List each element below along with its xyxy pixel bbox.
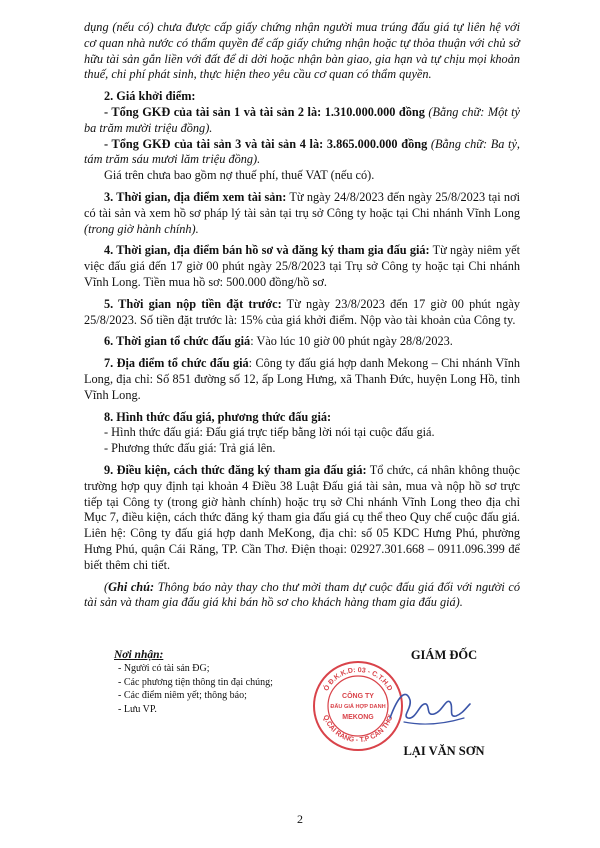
section-4 xyxy=(84,243,520,290)
section-8-line-1: - Hình thức đấu giá: Đấu giá trực tiếp bằng lời nói tại cuộc đấu giá. xyxy=(104,425,435,440)
seal-outer-top-text: Ó Đ.K.K.D: 03 - C.T.H.D xyxy=(322,666,394,693)
section-9 xyxy=(84,463,520,574)
top-paragraph: dụng (nếu có) chưa được cấp giấy chứng nhận người mua trúng đấu giá tự liên hệ với cơ quan nhà nước có thẩm quyền để cấp giấy chứng nhận hoặc tự thỏa thuận với chủ sở hữu tài sản gắn liền với đất để di dời hoặc nhận bàn giao, gia hạn và tự chịu mọi khoản thuế, chi phí phát sinh, thực hiện theo yêu cầu cơ quan có thẩm quyền. xyxy=(84,20,520,82)
section-6 xyxy=(84,334,520,350)
section-2-note: Giá trên chưa bao gồm nợ thuế phí, thuế VAT (nếu có). xyxy=(104,168,375,183)
section-3-text: Từ ngày 24/8/2023 đến ngày 25/8/2023 tại nơi có tài sản và xem hồ sơ pháp lý tài sản tại trụ sở Công ty hoặc tại Chi nhánh Vĩnh Long xyxy=(84,189,520,220)
section-3 xyxy=(84,190,520,237)
section-7-text: : Công ty đấu giá hợp danh Mekong – Chi nhánh Vĩnh Long, địa chỉ: Số 851 đường số 12, ấp Long Hưng, xã Thanh Đức, huyện Long Hồ, tỉnh Vĩnh Long. xyxy=(84,356,520,402)
section-4-heading: 4. Thời gian, địa điểm bán hồ sơ và đăng ký tham gia đấu giá: xyxy=(104,243,430,258)
section-9-text: Tổ chức, cá nhân không thuộc trường hợp quy định tại khoản 4 Điều 38 Luật Đấu giá tài sản, mua và nộp hồ sơ trực tiếp tại Công ty (trong giờ hành chính) hoặc trụ sở Chi nhánh Vĩnh Long theo địa chỉ Mục 7, điều kiện, cách thức đăng ký tham gia đấu giá cụ thể theo Quy chế cuộc đấu giá. Liên hệ: Công ty đấu giá hợp danh MeKong, địa chỉ: số 05 KDC Hưng Phú, phường Hưng Phú, quận Cái Răng, TP. Cần Thơ. Điện thoại: 02927.301.668 – 0911.096.399 để biết thêm chi tiết. xyxy=(84,462,521,572)
seal-inner-line-2: ĐẤU GIÁ HỢP DANH xyxy=(330,704,386,710)
note-paragraph: (Ghi chú: Thông báo này thay cho thư mời tham dự cuộc đấu giá đối với người có tài sản và tham gia đấu giá khi bán hồ sơ cho khách hàng tham gia đấu giá). xyxy=(84,579,520,610)
seal-outer-bottom-text: Q.CÁI RĂNG - T.P CẦN THƠ xyxy=(321,714,395,745)
section-7-heading: 7. Địa điểm tổ chức đấu giá xyxy=(104,356,249,371)
recipients-title: Nơi nhận: xyxy=(114,649,164,661)
section-8-line-2: - Phương thức đấu giá: Trả giá lên. xyxy=(104,441,276,456)
recipients-list xyxy=(114,648,273,716)
section-9-heading: 9. Điều kiện, cách thức đăng ký tham gia đấu giá: xyxy=(104,462,367,477)
section-6-heading: 6. Thời gian tổ chức đấu giá xyxy=(104,334,251,349)
section-5-text: Từ ngày 23/8/2023 đến 17 giờ 00 phút ngày 25/8/2023. Số tiền đặt trước là: 15% của giá khởi điểm. Nộp vào tài khoản của Công ty. xyxy=(84,296,520,327)
section-3-heading: 3. Thời gian, địa điểm xem tài sản: xyxy=(104,189,287,204)
section-2-line-1 xyxy=(84,105,520,137)
document-body xyxy=(84,20,520,611)
recipient-item: - Các phương tiện thông tin đại chúng; xyxy=(118,676,273,688)
section-8-heading: 8. Hình thức đấu giá, phương thức đấu giá: xyxy=(104,409,332,424)
section-2-heading: 2. Giá khởi điểm: xyxy=(104,89,196,104)
seal-inner-line-3: MEKONG xyxy=(342,714,374,721)
handwritten-signature xyxy=(384,678,474,734)
section-2-line-2 xyxy=(84,137,520,169)
recipient-item: - Các điểm niêm yết; thông báo; xyxy=(118,690,247,701)
section-4-text: Từ ngày niêm yết việc đấu giá đến 17 giờ 00 phút ngày 25/8/2023 tại Trụ sở Công ty hoặc tại Chi nhánh Vĩnh Long. Tiền mua hồ sơ: 500.000 đồng/hồ sơ. xyxy=(84,243,520,289)
section-5-heading: 5. Thời gian nộp tiền đặt trước: xyxy=(104,296,282,311)
recipient-item: - Lưu VP. xyxy=(118,703,157,715)
section-5 xyxy=(84,297,520,329)
signature-block xyxy=(84,648,520,788)
recipient-item: - Người có tài sản ĐG; xyxy=(118,663,210,674)
section-7 xyxy=(84,356,520,403)
section-2-line-1-bold: - Tổng GKĐ của tài sản 1 và tài sản 2 là: 1.310.000.000 đồng xyxy=(104,104,425,119)
seal-inner-line-1: CÔNG TY xyxy=(342,693,374,700)
signer-role: GIÁM ĐỐC xyxy=(410,648,478,662)
section-2-line-1-italic: (Bằng chữ: Một tỷ ba trăm mười triệu đồng). xyxy=(84,104,520,135)
section-3-italic: (trong giờ hành chính). xyxy=(84,221,199,236)
section-2-line-2-bold: - Tổng GKĐ của tài sản 3 và tài sản 4 là: 3.865.000.000 đồng xyxy=(104,136,428,151)
note-text: Thông báo này thay cho thư mời tham dự cuộc đấu giá đối với người có tài sản và tham gia đấu giá khi bán hồ sơ cho khách hàng tham gia đấu giá). xyxy=(84,579,520,610)
section-6-text: : Vào lúc 10 giờ 00 phút ngày 28/8/2023. xyxy=(250,334,453,349)
signer xyxy=(374,648,514,758)
section-2-line-2-italic: (Bằng chữ: Ba tỷ, tám trăm sáu mươi lăm triệu đồng). xyxy=(84,136,521,167)
signer-name: LẠI VĂN SƠN xyxy=(403,744,485,758)
note-label: Ghi chú: xyxy=(108,579,155,594)
page-number: 2 xyxy=(297,812,303,826)
